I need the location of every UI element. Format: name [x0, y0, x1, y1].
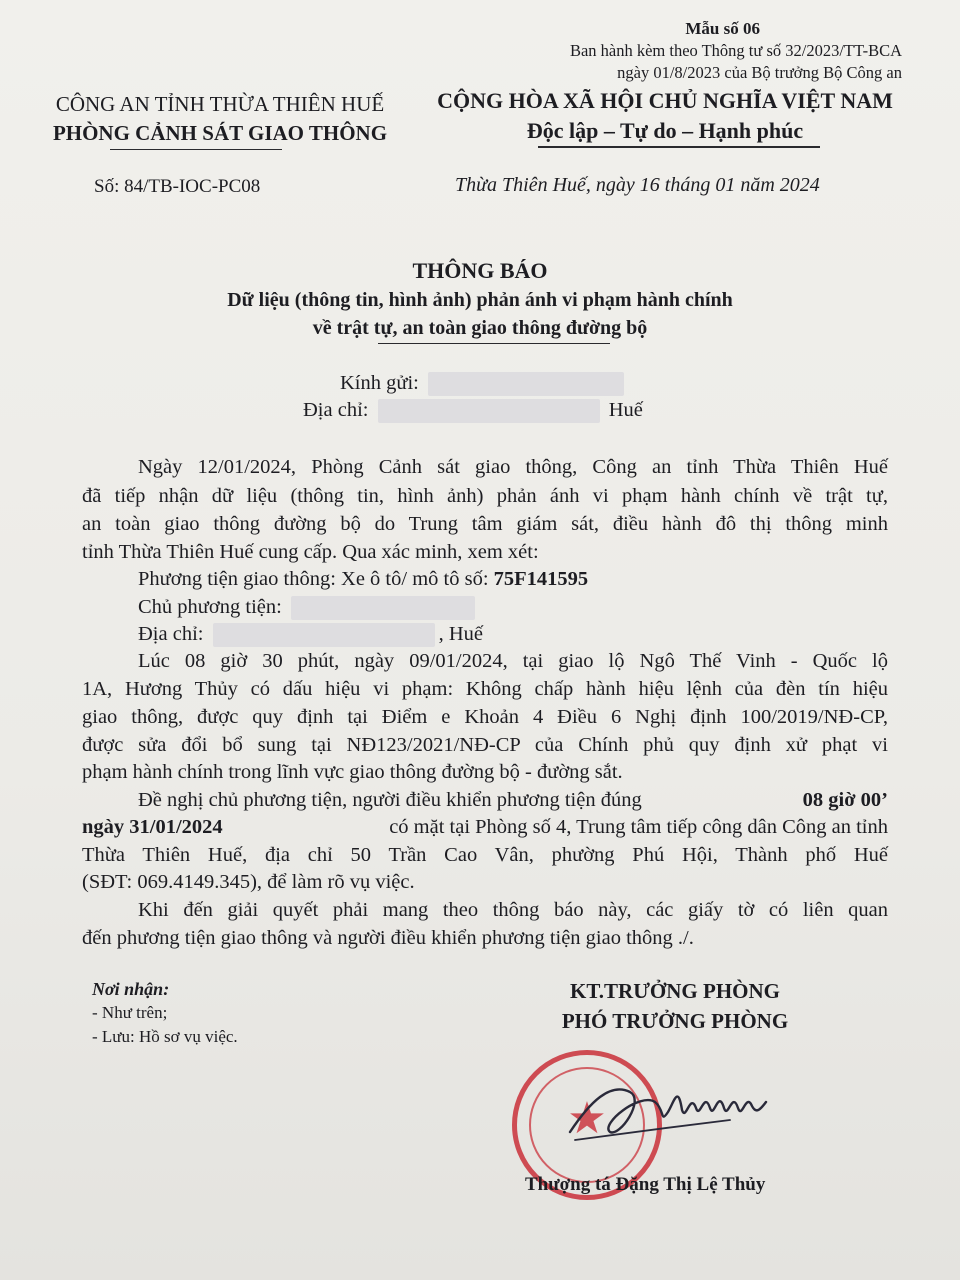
recipients-item-1: - Như trên;	[92, 1003, 168, 1022]
signer-name: Thượng tá Đặng Thị Lệ Thủy	[525, 1174, 766, 1195]
owner-label: Chủ phương tiện:	[138, 596, 282, 618]
recipients-item-2: - Lưu: Hồ sơ vụ việc.	[92, 1027, 238, 1046]
nation-name: CỘNG HÒA XÃ HỘI CHỦ NGHĨA VIỆT NAM	[437, 88, 893, 113]
paragraph-2-line-1: Lúc 08 giờ 30 phút, ngày 09/01/2024, tại giao lộ Ngô Thế Vinh - Quốc lộ	[138, 650, 888, 672]
subtitle-underline	[378, 343, 610, 344]
recipient-address-tail: Huế	[608, 399, 643, 421]
nation-block	[410, 86, 920, 146]
document-subtitle	[0, 286, 960, 342]
recipients-block	[92, 977, 238, 1049]
paragraph-1-line-4: tỉnh Thừa Thiên Huế cung cấp. Qua xác minh, xem xét:	[82, 541, 539, 563]
paragraph-4-line-1: Khi đến giải quyết phải mang theo thông báo này, các giấy tờ có liên quan	[138, 899, 888, 921]
owner-address-label: Địa chỉ:	[138, 623, 204, 645]
paragraph-1-line-3: an toàn giao thông đường bộ do Trung tâm giám sát, điều hành đô thị thông minh	[82, 513, 888, 535]
paragraph-3-line-1	[138, 787, 888, 814]
signature-line-2: PHÓ TRƯỞNG PHÒNG	[561, 1009, 789, 1033]
redacted-recipient-name	[428, 372, 624, 396]
recipient-to	[340, 370, 628, 397]
paragraph-4-line-2: đến phương tiện giao thông và người điều khiển phương tiện giao thông ./.	[82, 927, 694, 949]
document-title: THÔNG BÁO	[412, 258, 548, 283]
handwritten-signature-icon	[560, 1062, 780, 1152]
recipient-address-label: Địa chỉ:	[303, 399, 369, 421]
owner-address-tail: , Huế	[438, 623, 483, 645]
form-issued-date: ngày 01/8/2023 của Bộ trưởng Bộ Công an	[617, 63, 902, 82]
subtitle-line-1: Dữ liệu (thông tin, hình ảnh) phản ánh vi phạm hành chính	[227, 289, 733, 311]
signature-block	[520, 976, 830, 1036]
paragraph-3-line-1-text: Đề nghị chủ phương tiện, người điều khiển phương tiện đúng	[138, 789, 642, 811]
paragraph-2-line-5: phạm hành chính trong lĩnh vực giao thông đường bộ - đường sắt.	[82, 761, 623, 783]
nation-motto: Độc lập – Tự do – Hạnh phúc	[526, 118, 804, 143]
paragraph-1-line-1: Ngày 12/01/2024, Phòng Cảnh sát giao thông, Công an tỉnh Thừa Thiên Huế	[138, 456, 888, 478]
recipient-address	[303, 397, 643, 424]
issuer-block	[38, 90, 402, 148]
official-seal-icon: ★	[512, 1050, 662, 1200]
redacted-recipient-address	[378, 399, 600, 423]
paragraph-3-line-2-text: có mặt tại Phòng số 4, Trung tâm tiếp công dân Công an tỉnh	[389, 816, 888, 838]
paragraph-3-line-3: Thừa Thiên Huế, địa chỉ 50 Trần Cao Vân, phường Phú Hội, Thành phố Huế	[82, 844, 888, 866]
document-number: Số: 84/TB-IOC-PC08	[94, 176, 261, 197]
subtitle-line-2: về trật tự, an toàn giao thông đường bộ	[312, 317, 648, 339]
vehicle-label: Phương tiện giao thông: Xe ô tô/ mô tô số:	[138, 568, 489, 590]
appointment-time: 08 giờ 00’	[802, 789, 888, 811]
paragraph-2-line-4: được sửa đổi bổ sung tại NĐ123/2021/NĐ-CP của Chính phủ quy định xử phạt vi	[82, 734, 888, 756]
paragraph-3-line-2	[82, 814, 888, 841]
paragraph-2-line-2: 1A, Hương Thủy có dấu hiệu vi phạm: Không chấp hành hiệu lệnh của đèn tín hiệu	[82, 678, 888, 700]
recipient-to-label: Kính gửi:	[340, 372, 419, 394]
vehicle-line	[138, 566, 588, 593]
owner-address-line	[138, 621, 483, 648]
owner-line	[138, 594, 479, 621]
form-number: Mẫu số 06	[685, 19, 760, 38]
paragraph-2-line-3: giao thông, được quy định tại Điểm e Khoản 4 Điều 6 Nghị định 100/2019/NĐ-CP,	[82, 706, 888, 728]
appointment-date: ngày 31/01/2024	[82, 816, 223, 838]
signature-line-1: KT.TRƯỞNG PHÒNG	[570, 979, 780, 1003]
paragraph-3-line-4: (SĐT: 069.4149.345), để làm rõ vụ việc.	[82, 871, 415, 893]
place-date: Thừa Thiên Huế, ngày 16 tháng 01 năm 2024	[455, 174, 820, 196]
issuer-agency: CÔNG AN TỈNH THỪA THIÊN HUẾ	[55, 92, 385, 116]
redacted-owner-name	[291, 596, 475, 620]
form-issued-with: Ban hành kèm theo Thông tư số 32/2023/TT-BCA	[569, 41, 902, 60]
issuer-department: PHÒNG CẢNH SÁT GIAO THÔNG	[52, 121, 388, 145]
motto-underline	[538, 146, 820, 148]
recipients-label: Nơi nhận:	[92, 979, 170, 999]
redacted-owner-address	[213, 623, 435, 647]
issuer-underline	[110, 149, 282, 150]
paragraph-1-line-2: đã tiếp nhận dữ liệu (thông tin, hình ảnh) phản ánh vi phạm hành chính về trật tự,	[82, 485, 888, 507]
form-header	[540, 18, 900, 40]
form-reference	[540, 40, 902, 84]
vehicle-plate: 75F141595	[493, 568, 589, 590]
